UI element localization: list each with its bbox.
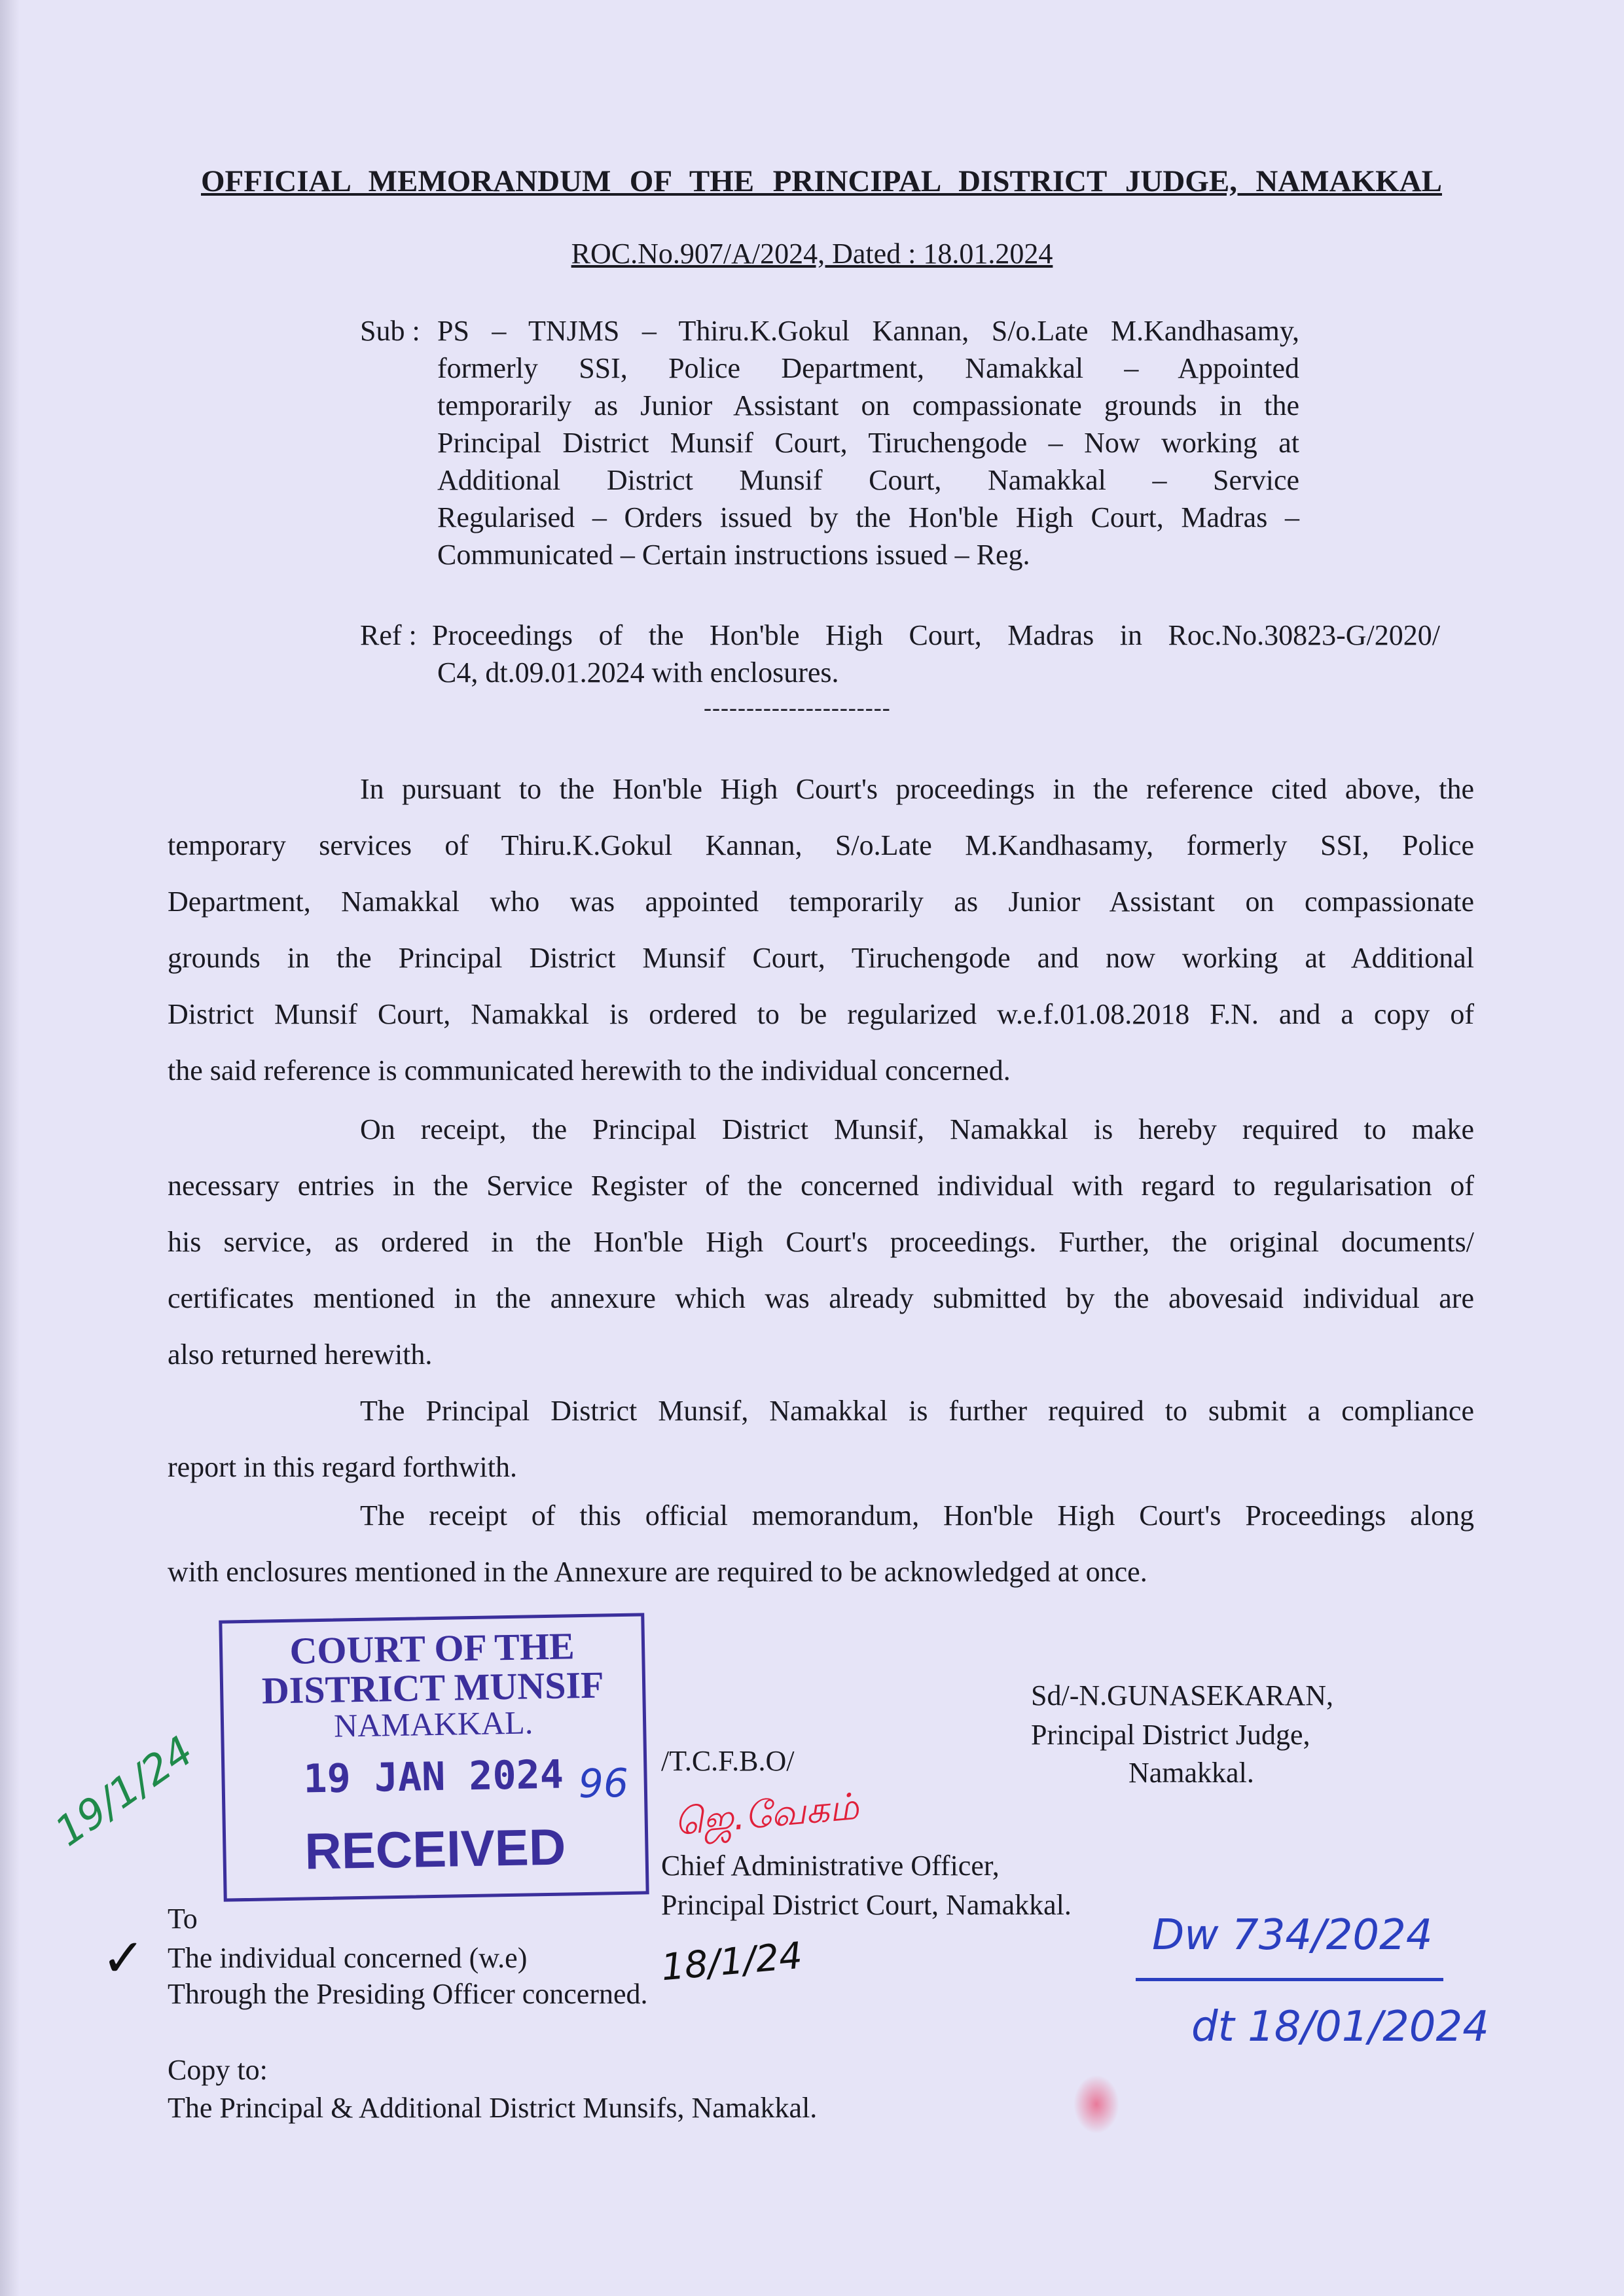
subject-label: Sub : — [360, 315, 420, 347]
text-line: In pursuant to the Hon'ble High Court's proceedings in the reference cited above, the — [360, 773, 1474, 805]
to-line: Through the Presiding Officer concerned. — [168, 1978, 648, 2010]
stamp-line3: NAMAKKAL. — [333, 1704, 533, 1744]
black-sign-date: 18/1/24 — [659, 1934, 804, 1990]
red-ink-smudge — [1074, 2075, 1119, 2134]
text-line: the said reference is communicated herewith to the individual concerned. — [168, 1054, 1011, 1086]
text-line: grounds in the Principal District Munsif Court, Tiruchengode and now working at Additional — [168, 942, 1474, 974]
copy-line: The Principal & Additional District Munsifs, Namakkal. — [168, 2092, 818, 2124]
cao-title: Chief Administrative Officer, — [661, 1850, 1000, 1882]
text-line: also returned herewith. — [168, 1338, 433, 1371]
text-line: temporary services of Thiru.K.Gokul Kannan, S/o.Late M.Kandhasamy, formerly SSI, Police — [168, 829, 1474, 861]
text-line: Regularised – Orders issued by the Hon'ble High Court, Madras – — [437, 501, 1299, 533]
stamp-line2: DISTRICT MUNSIF — [261, 1663, 604, 1712]
text-line: C4, dt.09.01.2024 with enclosures. — [437, 656, 839, 689]
text-line: Department, Namakkal who was appointed temporarily as Junior Assistant on compassionate — [168, 886, 1474, 918]
memo-title: OFFICIAL MEMORANDUM OF THE PRINCIPAL DISTRICT JUDGE, NAMAKKAL — [201, 164, 1442, 198]
check-mark-icon: ✓ — [101, 1930, 146, 1988]
text-line: Communicated – Certain instructions issued – Reg. — [437, 539, 1030, 571]
inward-date: dt 18/01/2024 — [1191, 2003, 1489, 2051]
text-line: PS – TNJMS – Thiru.K.Gokul Kannan, S/o.Late M.Kandhasamy, — [437, 315, 1299, 347]
text-line: Principal District Munsif Court, Tiruchengode – Now working at — [437, 427, 1299, 459]
text-line: Proceedings of the Hon'ble High Court, Madras in Roc.No.30823-G/2020/ — [432, 619, 1440, 651]
stamp-number: 96 — [578, 1760, 629, 1808]
signatory-name: Sd/-N.GUNASEKARAN, — [1031, 1679, 1334, 1712]
tcfbo: /T.C.F.B.O/ — [661, 1745, 795, 1777]
text-line: his service, as ordered in the Hon'ble High Court's proceedings. Further, the original documents/ — [168, 1226, 1474, 1258]
red-signature: ஜெ.வேகம் — [672, 1785, 861, 1844]
divider: ---------------------- — [704, 694, 891, 721]
inward-divider — [1136, 1978, 1443, 1981]
text-line: On receipt, the Principal District Munsif, Namakkal is hereby required to make — [360, 1113, 1474, 1145]
green-initial: 19/1/24 — [46, 1727, 202, 1856]
stamp-date: 19 JAN 2024 — [302, 1751, 564, 1803]
inward-number: Dw 734/2024 — [1152, 1911, 1433, 1960]
stamp-line1: COURT OF THE — [289, 1624, 575, 1672]
signatory-designation: Principal District Judge, — [1031, 1719, 1310, 1751]
text-line: The receipt of this official memorandum, Hon'ble High Court's Proceedings along — [360, 1499, 1474, 1532]
signatory-place: Namakkal. — [1128, 1757, 1254, 1789]
text-line: temporarily as Junior Assistant on compassionate grounds in the — [437, 389, 1299, 422]
text-line: Additional District Munsif Court, Namakkal – Service — [437, 464, 1299, 496]
scan-edge — [0, 0, 20, 2296]
received-stamp — [219, 1613, 649, 1901]
text-line: necessary entries in the Service Register of the concerned individual with regard to regularisation of — [168, 1170, 1474, 1202]
to-label: To — [168, 1903, 198, 1935]
text-line: report in this regard forthwith. — [168, 1451, 517, 1483]
text-line: certificates mentioned in the annexure which was already submitted by the abovesaid individual are — [168, 1282, 1474, 1314]
roc-number: ROC.No.907/A/2024, Dated : 18.01.2024 — [571, 238, 1053, 270]
to-line: The individual concerned (w.e) — [168, 1942, 528, 1974]
reference-label: Ref : — [360, 619, 417, 651]
cao-court: Principal District Court, Namakkal. — [661, 1889, 1072, 1921]
text-line: The Principal District Munsif, Namakkal is further required to submit a compliance — [360, 1395, 1474, 1427]
text-line: District Munsif Court, Namakkal is ordered to be regularized w.e.f.01.08.2018 F.N. and a copy of — [168, 998, 1474, 1030]
text-line: with enclosures mentioned in the Annexure are required to be acknowledged at once. — [168, 1556, 1147, 1588]
text-line: formerly SSI, Police Department, Namakkal – Appointed — [437, 352, 1299, 384]
stamp-status: RECEIVED — [304, 1818, 566, 1880]
copy-label: Copy to: — [168, 2054, 268, 2086]
